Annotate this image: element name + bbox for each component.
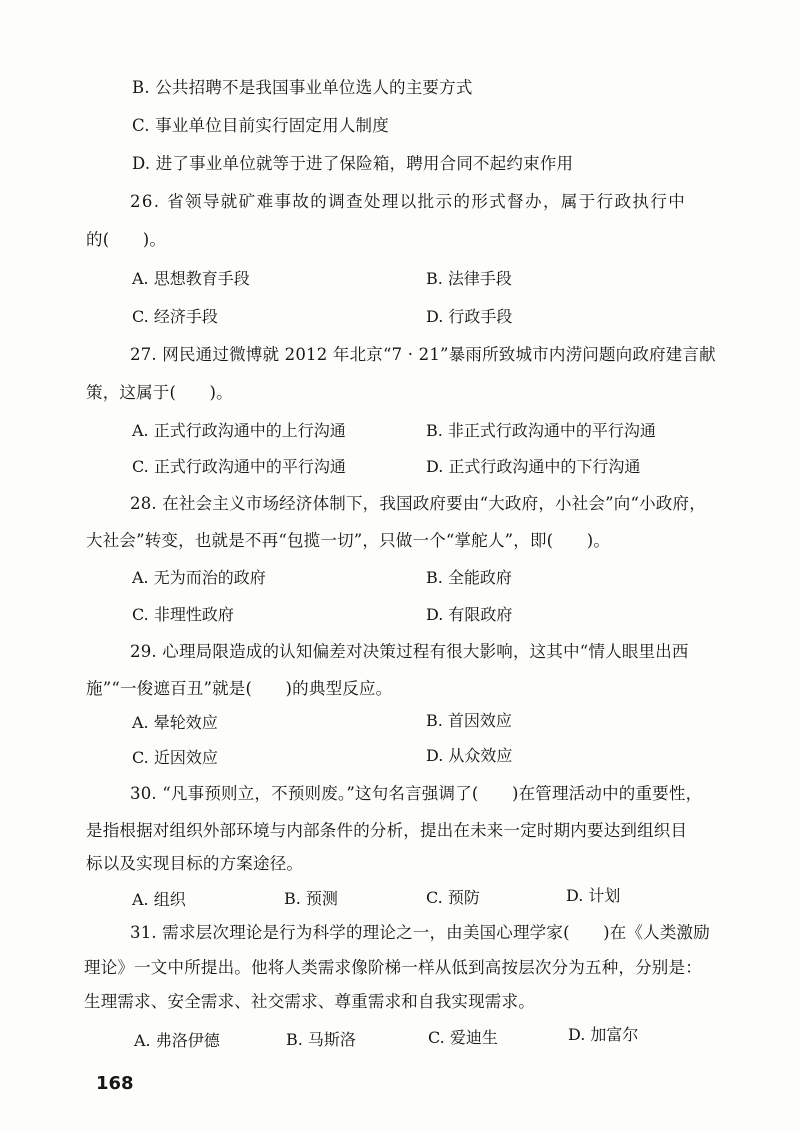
q28-option-b: B. 全能政府 <box>426 568 512 587</box>
q26-stem-line1: 26. 省领导就矿难事故的调查处理以批示的形式督办，属于行政执行中 <box>130 192 687 211</box>
q31-option-b: B. 马斯洛 <box>286 1030 356 1049</box>
q30-stem-line3: 标以及实现目标的方案途径。 <box>86 854 304 873</box>
q25-option-b: B. 公共招聘不是我国事业单位选人的主要方式 <box>132 78 473 97</box>
q31-option-c: C. 爱迪生 <box>428 1028 498 1047</box>
q26-stem-line2: 的( )。 <box>86 230 167 249</box>
q27-option-c: C. 正式行政沟通中的平行沟通 <box>132 457 346 476</box>
q29-stem-line2: 施”“一俊遮百丑”就是( )的典型反应。 <box>86 679 393 698</box>
q27-option-d: D. 正式行政沟通中的下行沟通 <box>426 457 641 476</box>
q30-stem-line1: 30. “凡事预则立，不预则废。”这句名言强调了( )在管理活动中的重要性， <box>130 784 703 803</box>
q28-option-a: A. 无为而治的政府 <box>132 568 266 587</box>
q31-option-d: D. 加富尔 <box>568 1025 639 1044</box>
q30-option-d: D. 计划 <box>566 886 621 905</box>
q31-stem-line3: 生理需求、安全需求、社交需求、尊重需求和自我实现需求。 <box>84 992 535 1011</box>
q26-option-a: A. 思想教育手段 <box>132 269 250 288</box>
q28-option-d: D. 有限政府 <box>426 605 513 624</box>
q26-option-b: B. 法律手段 <box>426 269 512 288</box>
q28-option-c: C. 非理性政府 <box>132 605 234 624</box>
q28-stem-line1: 28. 在社会主义市场经济体制下，我国政府要由“大政府，小社会”向“小政府， <box>130 494 706 513</box>
q28-stem-line2: 大社会”转变，也就是不再“包揽一切”，只做一个“掌舵人”，即( )。 <box>86 531 611 550</box>
q29-option-c: C. 近因效应 <box>132 748 218 767</box>
q26-option-c: C. 经济手段 <box>132 307 218 326</box>
q29-stem-line1: 29. 心理局限造成的认知偏差对决策过程有很大影响，这其中“情人眼里出西 <box>130 642 689 661</box>
q29-option-d: D. 从众效应 <box>426 746 513 765</box>
q31-stem-line2: 理论》一文中所提出。他将人类需求像阶梯一样从低到高按层次分为五种，分别是： <box>84 958 702 977</box>
q27-stem-line1: 27. 网民通过微博就 2012 年北京“7 · 21”暴雨所致城市内涝问题向政府建言献 <box>130 345 716 364</box>
q31-option-a: A. 弗洛伊德 <box>134 1031 220 1050</box>
q29-option-a: A. 晕轮效应 <box>132 713 218 732</box>
q30-option-a: A. 组织 <box>132 890 186 909</box>
q30-option-c: C. 预防 <box>426 888 480 907</box>
q26-option-d: D. 行政手段 <box>426 307 513 326</box>
q25-option-c: C. 事业单位目前实行固定用人制度 <box>132 116 389 135</box>
q25-option-d: D. 进了事业单位就等于进了保险箱，聘用合同不起约束作用 <box>132 154 574 173</box>
q27-stem-line2: 策，这属于( )。 <box>86 383 233 402</box>
q31-stem-line1: 31. 需求层次理论是行为科学的理论之一，由美国心理学家( )在《人类激励 <box>130 923 710 942</box>
q27-option-a: A. 正式行政沟通中的上行沟通 <box>132 421 346 440</box>
q27-option-b: B. 非正式行政沟通中的平行沟通 <box>426 421 656 440</box>
q30-stem-line2: 是指根据对组织外部环境与内部条件的分析，提出在未来一定时期内要达到组织目 <box>86 821 688 840</box>
page-number: 168 <box>96 1073 134 1094</box>
q30-option-b: B. 预测 <box>284 889 338 908</box>
q29-option-b: B. 首因效应 <box>426 711 512 730</box>
